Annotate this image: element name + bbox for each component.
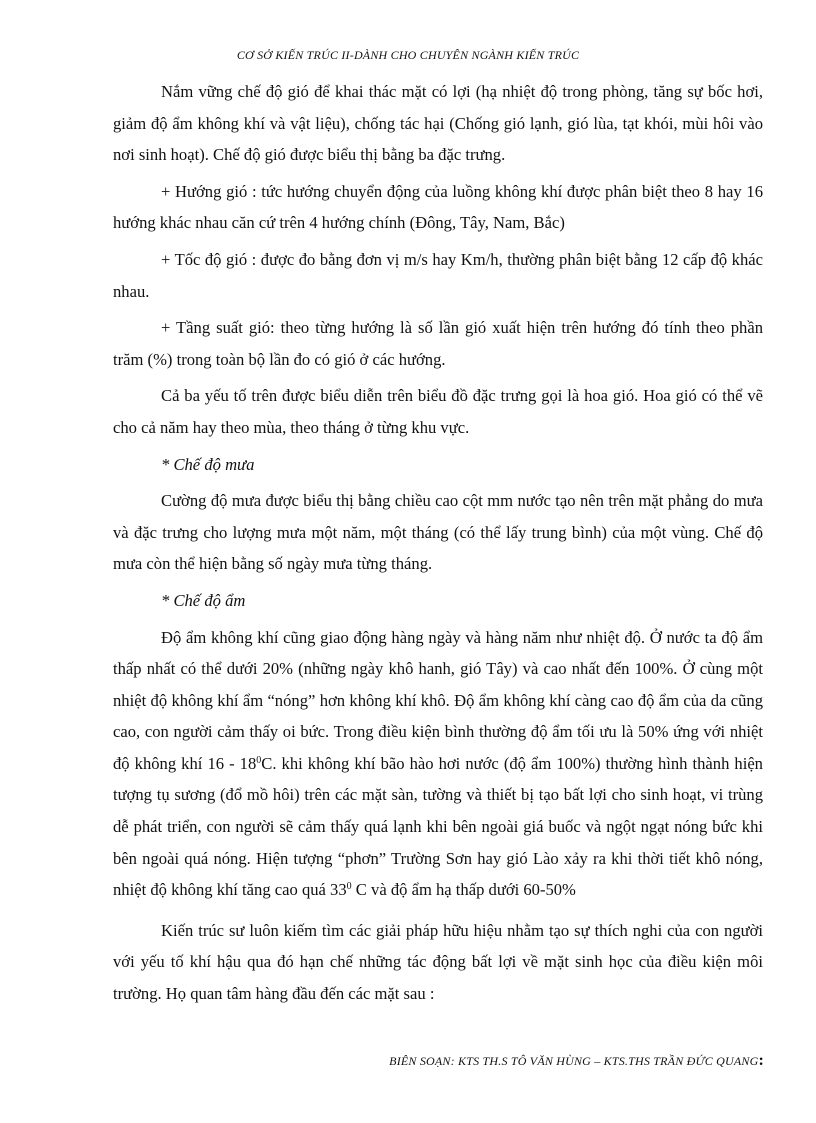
degree-superscript: 0 bbox=[256, 754, 262, 766]
footer-colon: : bbox=[758, 1052, 764, 1069]
paragraph-wind-regime: Nắm vững chế độ gió để khai thác mặt có lợi (hạ nhiệt độ trong phòng, tăng sự bốc hơi, giảm độ ẩm không khí và vật liệu), chống tác hại (Chống gió lạnh, gió lùa, tạt khói, mùi hôi vào nơi sinh hoạt). Chế độ gió được biểu thị bằng ba đặc trưng. bbox=[113, 82, 763, 165]
paragraph-humidity bbox=[113, 622, 763, 906]
page-header: CƠ SỞ KIẾN TRÚC II-DÀNH CHO CHUYÊN NGÀNH KIẾN TRÚC bbox=[236, 48, 580, 62]
paragraph-architect-solutions: Kiến trúc sư luôn kiếm tìm các giải pháp hữu hiệu nhằm tạo sự thích nghi của con người với yếu tố khí hậu qua đó hạn chế những tác động bất lợi về mặt sinh học của điều kiện môi trường. Họ quan tâm hàng đầu đến các mặt sau : bbox=[113, 920, 763, 1004]
humidity-text-part-1: Độ ẩm không khí cũng giao động hàng ngày và hàng năm như nhiệt độ. Ở nước ta độ ẩm thấp nhất có thể dưới 20% (những ngày khô hanh, gió Tây) và cao nhất đến 100%. Ở cùng một nhiệt độ không khí ẩm “nóng” hơn không khí khô. Độ ẩm không khí càng cao độ ẩm của da cũng cao, con người cảm thấy oi bức. Trong điều kiện bình thường độ ẩm tối ưu là 50% ứng với nhiệt độ không khí 16 - 18 bbox=[113, 627, 763, 773]
paragraph-rain-intensity: Cường độ mưa được biểu thị bằng chiều cao cột mm nước tạo nên trên mặt phẳng do mưa và đặc trưng cho lượng mưa một năm, một tháng (có thể lấy trung bình) của một vùng. Chế độ mưa còn thể hiện bằng số ngày mưa từng tháng. bbox=[113, 491, 763, 574]
heading-rain-regime: * Chế độ mưa bbox=[161, 454, 255, 474]
page-footer bbox=[389, 1052, 764, 1070]
paragraph-wind-speed: + Tốc độ gió : được đo bằng đơn vị m/s hay Km/h, thường phân biệt bằng 12 cấp độ khác nhau. bbox=[113, 249, 763, 301]
degree-superscript: 0 bbox=[346, 881, 352, 893]
paragraph-wind-frequency: + Tầng suất gió: theo từng hướng là số lần gió xuất hiện trên hướng đó tính theo phần trăm (%) trong toàn bộ lần đo có gió ở các hướng. bbox=[113, 318, 763, 369]
document-body bbox=[113, 76, 763, 1015]
paragraph-wind-direction: + Hướng gió : tức hướng chuyển động của luồng không khí được phân biệt theo 8 hay 16 hướng khác nhau căn cứ trên 4 hướng chính (Đông, Tây, Nam, Bắc) bbox=[113, 181, 763, 233]
paragraph-wind-rose: Cả ba yếu tố trên được biểu diễn trên biểu đồ đặc trưng gọi là hoa gió. Hoa gió có thể vẽ cho cả năm hay theo mùa, theo tháng ở từng khu vực. bbox=[113, 386, 763, 437]
humidity-text-part-2: C. khi không khí bão hào hơi nước (độ ẩm 100%) thường hình thành hiện tượng tụ sương (đổ mồ hôi) trên các mặt sàn, tường và thiết bị tạo bất lợi cho sinh hoạt, vi trùng dễ phát triển, con người sẽ cảm thấy quá lạnh khi bên ngoài giá buốc và ngột ngạt nóng bức khi bên ngoài quá nóng. Hiện tượng “phơn” Trường Sơn hay gió Lào xảy ra khi thời tiết khô nóng, nhiệt độ không khí tăng cao quá 33 bbox=[113, 753, 763, 900]
heading-humidity-regime: * Chế độ ẩm bbox=[161, 590, 246, 610]
humidity-text-part-3: C và độ ẩm hạ thấp dưới 60-50% bbox=[351, 880, 576, 900]
footer-author: BIÊN SOẠN: KTS TH.S TÔ VĂN HÙNG – KTS.THS TRẦN ĐỨC QUANG bbox=[389, 1054, 759, 1068]
